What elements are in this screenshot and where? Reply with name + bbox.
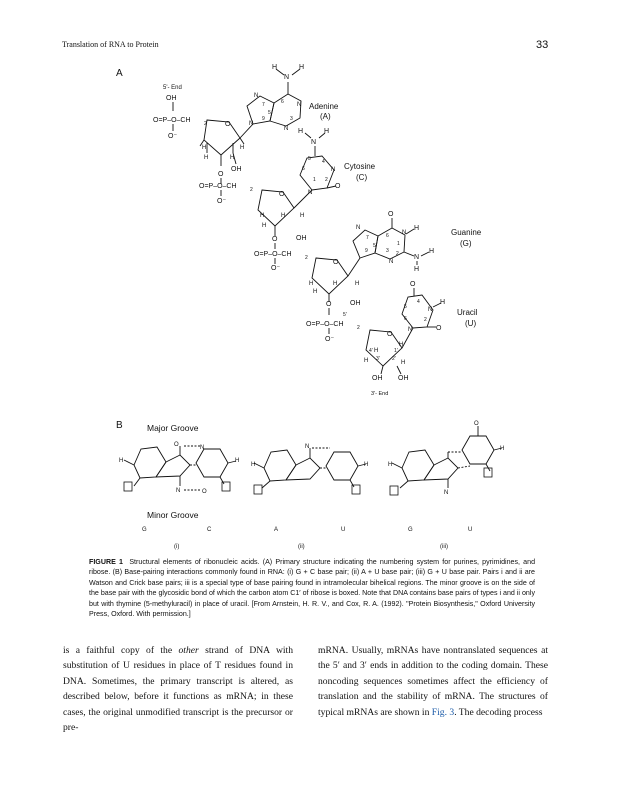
svg-text:H: H [313, 289, 318, 295]
svg-text:6: 6 [302, 166, 305, 172]
svg-text:2: 2 [204, 121, 207, 127]
base-pair-a-u [251, 444, 368, 494]
svg-text:9: 9 [365, 248, 368, 254]
pair-letter-g2: G [408, 527, 413, 533]
svg-text:2: 2 [325, 177, 328, 183]
cytosine-abbr: (C) [356, 173, 368, 182]
svg-text:H: H [324, 128, 330, 135]
uracil-name: Uracil [457, 308, 478, 317]
svg-text:O⁻: O⁻ [271, 265, 281, 272]
svg-text:O=P–O–CH: O=P–O–CH [254, 251, 292, 258]
svg-text:N: N [200, 445, 205, 451]
svg-text:N: N [402, 230, 407, 236]
svg-text:4': 4' [369, 348, 373, 354]
svg-text:H: H [202, 145, 207, 151]
svg-text:O⁻: O⁻ [217, 198, 227, 205]
svg-text:H: H [414, 225, 420, 232]
svg-text:H: H [333, 281, 338, 287]
caption-label: FIGURE 1 [89, 558, 123, 566]
guanine-name: Guanine [451, 228, 482, 237]
svg-text:H: H [309, 281, 314, 287]
svg-text:H: H [429, 248, 435, 255]
nucleotide-guanosine [309, 211, 482, 307]
svg-text:5': 5' [343, 312, 347, 318]
svg-text:3: 3 [386, 248, 389, 254]
svg-text:N: N [428, 307, 433, 313]
svg-text:H: H [251, 462, 256, 468]
svg-text:H: H [364, 462, 369, 468]
uracil-abbr: (U) [465, 319, 477, 328]
svg-text:H: H [240, 145, 245, 151]
svg-text:N: N [176, 488, 181, 494]
svg-text:O: O [436, 325, 442, 332]
svg-text:2: 2 [396, 251, 399, 257]
pair-numeral-iii: (iii) [440, 544, 448, 550]
body-right-column: mRNA. Usually, mRNAs have nontranslated sequences at the 5′ and 3′ ends in addition to the coding domain. These noncoding sequences sometimes affect the efficiency of translation and the stability of mRNA. The structures of typical mRNAs are shown in Fig. 3. The decoding process [318, 645, 548, 718]
svg-text:N: N [305, 444, 310, 450]
svg-text:1: 1 [397, 241, 400, 247]
major-groove-label: Major Groove [147, 423, 199, 433]
pair-letter-g1: G [142, 527, 147, 533]
adenine-abbr: (A) [320, 112, 331, 121]
pair-letter-u1: U [341, 527, 346, 533]
adenine-name: Adenine [309, 102, 339, 111]
svg-text:O: O [333, 259, 339, 266]
svg-text:4: 4 [417, 299, 420, 305]
panel-b-label: B [116, 420, 123, 431]
svg-text:N: N [414, 254, 420, 261]
svg-text:H: H [260, 213, 265, 219]
svg-text:N: N [356, 225, 361, 231]
svg-text:H: H [500, 446, 505, 452]
svg-text:O: O [225, 121, 231, 128]
svg-text:4: 4 [322, 159, 325, 165]
svg-text:O⁻: O⁻ [325, 336, 335, 343]
svg-text:5: 5 [373, 243, 376, 249]
svg-text:H: H [374, 348, 379, 354]
svg-text:O=P–O–CH: O=P–O–CH [199, 183, 237, 190]
svg-text:O=P–O–CH: O=P–O–CH [306, 321, 344, 328]
pair-numeral-ii: (ii) [298, 544, 305, 550]
svg-text:H: H [299, 64, 305, 71]
svg-text:N: N [308, 190, 313, 196]
figure-caption [89, 557, 535, 619]
five-prime-end-label: 5'- End [163, 85, 182, 91]
svg-text:N: N [311, 139, 317, 146]
pair-letter-u2: U [468, 527, 473, 533]
svg-text:OH: OH [231, 166, 242, 173]
nucleotide-adenosine [153, 64, 339, 173]
svg-text:H: H [364, 358, 369, 364]
figure-3-link[interactable]: Fig. 3 [431, 706, 455, 718]
svg-text:3: 3 [290, 116, 293, 122]
svg-text:O: O [272, 236, 278, 243]
svg-text:N: N [254, 93, 259, 99]
svg-text:H: H [204, 155, 209, 161]
svg-text:2: 2 [250, 187, 253, 193]
svg-text:H: H [440, 299, 446, 306]
pair-numeral-i: (i) [174, 544, 180, 550]
svg-text:O: O [202, 489, 207, 495]
svg-text:5: 5 [268, 110, 271, 116]
pair-letter-a: A [274, 527, 279, 533]
svg-text:N: N [249, 121, 254, 127]
svg-text:H: H [300, 213, 305, 219]
svg-text:H: H [262, 223, 267, 229]
svg-text:2: 2 [357, 325, 360, 331]
svg-text:OH: OH [350, 300, 361, 307]
svg-text:O: O [218, 171, 224, 178]
svg-text:N: N [284, 74, 290, 81]
svg-text:7: 7 [262, 102, 265, 108]
svg-text:9: 9 [262, 116, 265, 122]
svg-text:N: N [444, 490, 449, 496]
minor-groove-label: Minor Groove [147, 510, 199, 520]
guanine-abbr: (G) [460, 239, 472, 248]
base-pair-g-c [119, 442, 239, 495]
svg-text:H: H [272, 64, 278, 71]
svg-text:H: H [235, 458, 240, 464]
svg-text:H: H [119, 458, 124, 464]
svg-text:O: O [388, 211, 394, 218]
svg-text:N: N [408, 327, 413, 333]
nucleotide-uridine [364, 281, 478, 382]
svg-text:6: 6 [404, 316, 407, 322]
svg-text:O⁻: O⁻ [168, 133, 178, 140]
svg-text:5: 5 [404, 304, 407, 310]
page-number: 33 [536, 39, 549, 51]
body-left-column: is a faithful copy of the other strand of DNA with substitution of U residues in place of T residues found in DNA. Sometimes, the primary transcript is altered, as described below, before it functions as mRNA; in these cases, the original unmodified transcript is the precursor or pre- [63, 645, 294, 734]
svg-text:H: H [230, 155, 235, 161]
caption-text: Structural elements of ribonucleic acids. (A) Primary structure indicating the numbering system for purines, pyrimidines, and ribose. (B) Base-pairing interactions commonly found in RNA: (i) G + C base pair; (ii) A + U base pair; (iii) G + U base pair. Pairs i and ii are Watson and Crick base pairs; iii is a special type of base pairing found in intramolecular bihelical regions. The minor groove is on the side of the base pair with the glycosidic bond of which the carbon atom C1′ of ribose is boxed. Note that DNA contains base pairs of types i and ii only but with thymine (5-methyluracil) in place of uracil. [From Arnstein, H. R. V., and Cox, R. A. (1992). "Protein Biosynthesis," Oxford University Press, Oxford. With permission.] [89, 558, 536, 619]
svg-text:N: N [331, 167, 336, 173]
svg-text:H: H [414, 266, 420, 273]
phosphodiester-3 [306, 301, 360, 343]
panel-a-label: A [116, 68, 123, 79]
svg-text:O: O [387, 331, 393, 338]
svg-text:1': 1' [394, 348, 398, 354]
svg-text:O: O [335, 183, 341, 190]
running-title: Translation of RNA to Protein [62, 40, 159, 49]
phosphodiester-1 [199, 171, 253, 205]
base-pair-g-u [388, 421, 504, 496]
svg-text:O: O [174, 442, 179, 448]
svg-text:2: 2 [424, 317, 427, 323]
three-prime-end-label: 3'- End [371, 391, 389, 397]
svg-text:H: H [399, 342, 404, 348]
svg-text:N: N [389, 259, 394, 265]
svg-text:2: 2 [305, 255, 308, 261]
svg-text:O: O [326, 301, 332, 308]
svg-text:3': 3' [376, 356, 380, 362]
svg-text:O=P–O–CH: O=P–O–CH [153, 117, 191, 124]
svg-text:N: N [284, 126, 289, 132]
svg-text:OH: OH [166, 95, 177, 102]
svg-text:O: O [279, 191, 285, 198]
svg-text:H: H [298, 128, 304, 135]
svg-text:H: H [401, 360, 406, 366]
svg-text:O: O [410, 281, 416, 288]
svg-text:OH: OH [296, 235, 307, 242]
svg-text:7: 7 [366, 235, 369, 241]
svg-text:O: O [474, 421, 479, 427]
pair-letter-c: C [207, 527, 212, 533]
svg-text:H: H [355, 281, 360, 287]
svg-text:N: N [297, 102, 302, 108]
svg-text:H: H [281, 213, 286, 219]
svg-text:6: 6 [386, 233, 389, 239]
svg-text:6: 6 [281, 99, 284, 105]
svg-text:OH: OH [372, 375, 383, 382]
svg-text:OH: OH [398, 375, 409, 382]
cytosine-name: Cytosine [344, 162, 376, 171]
svg-text:2': 2' [392, 356, 396, 362]
svg-text:5: 5 [308, 156, 311, 162]
svg-text:1: 1 [313, 177, 316, 183]
svg-text:H: H [388, 462, 393, 468]
emphasis-other: other [178, 645, 199, 656]
